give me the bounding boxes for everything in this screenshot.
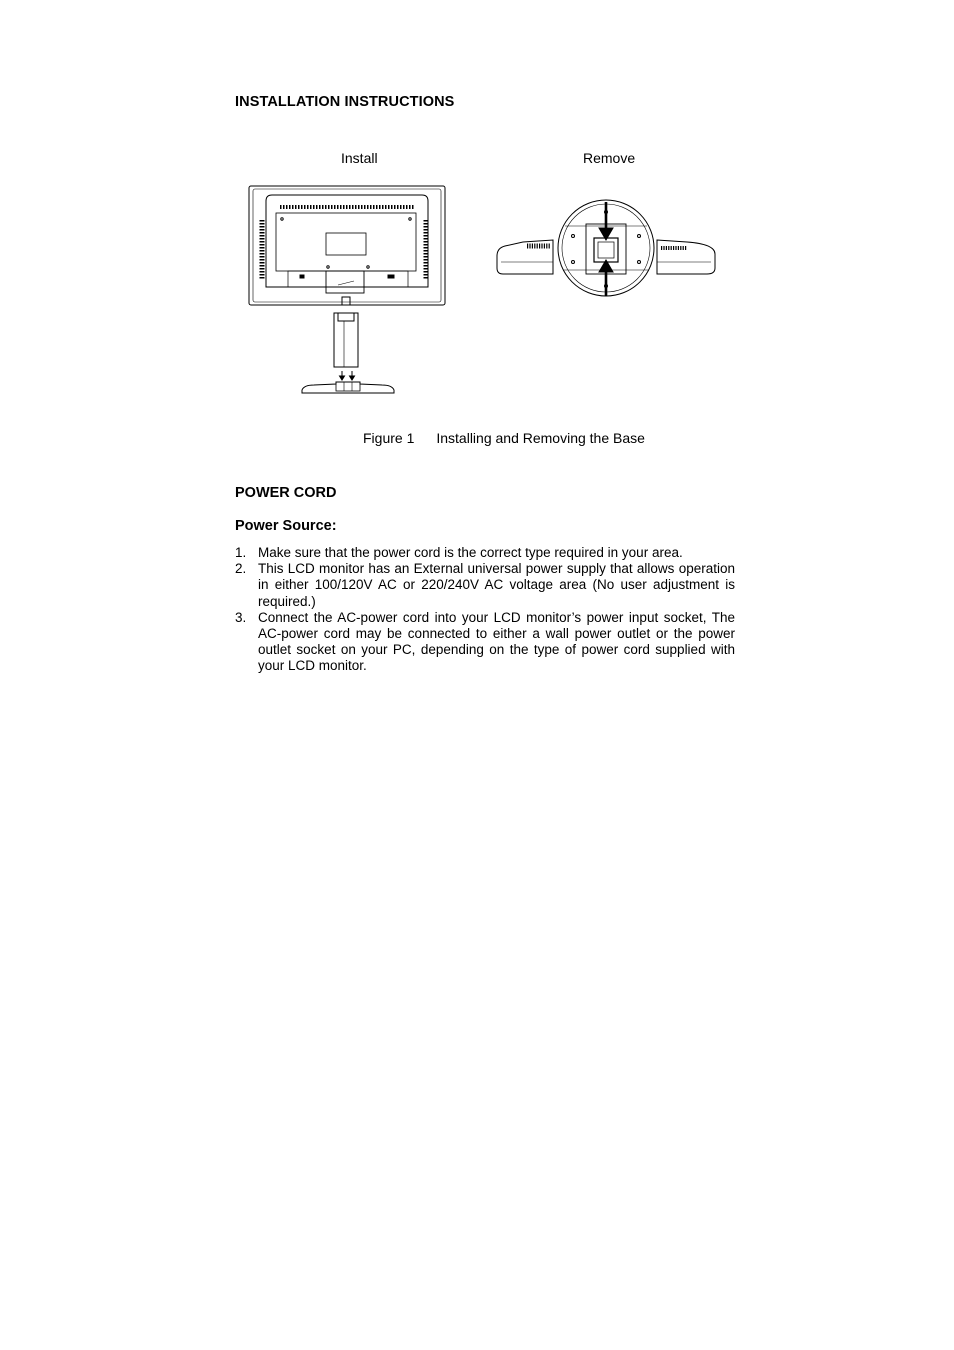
list-item-number: 1. (235, 545, 247, 560)
list-item (235, 610, 735, 675)
section-title-power-cord: POWER CORD (235, 485, 337, 501)
install-label: Install (341, 150, 378, 166)
remove-illustration (493, 196, 719, 300)
remove-label: Remove (583, 150, 636, 166)
section-title-installation: INSTALLATION INSTRUCTIONS (235, 94, 455, 110)
list-item-text: Make sure that the power cord is the correct type required in your area. (258, 545, 683, 560)
list-item-text: This LCD monitor has an External universal power supply that allows operation in either 100/120V AC or 220/240V AC voltage area (No user adjustment is required.) (258, 561, 735, 609)
subsection-title-power-source: Power Source: (235, 518, 337, 534)
list-item-text: Connect the AC-power cord into your LCD monitor’s power input socket, The AC-power cord may be connected to either a wall power outlet or the power outlet socket on your PC, depending on the type of power cord supplied with your LCD monitor. (258, 609, 735, 674)
list-item (235, 561, 735, 610)
figure-caption-text: Installing and Removing the Base (436, 430, 645, 446)
list-item-number: 2. (235, 561, 247, 577)
figure-caption (363, 430, 645, 446)
list-item-number: 3. (235, 609, 247, 625)
list-item (235, 545, 735, 561)
figure-number: Figure 1 (363, 430, 415, 446)
power-source-list (235, 545, 735, 675)
install-illustration (248, 185, 448, 400)
